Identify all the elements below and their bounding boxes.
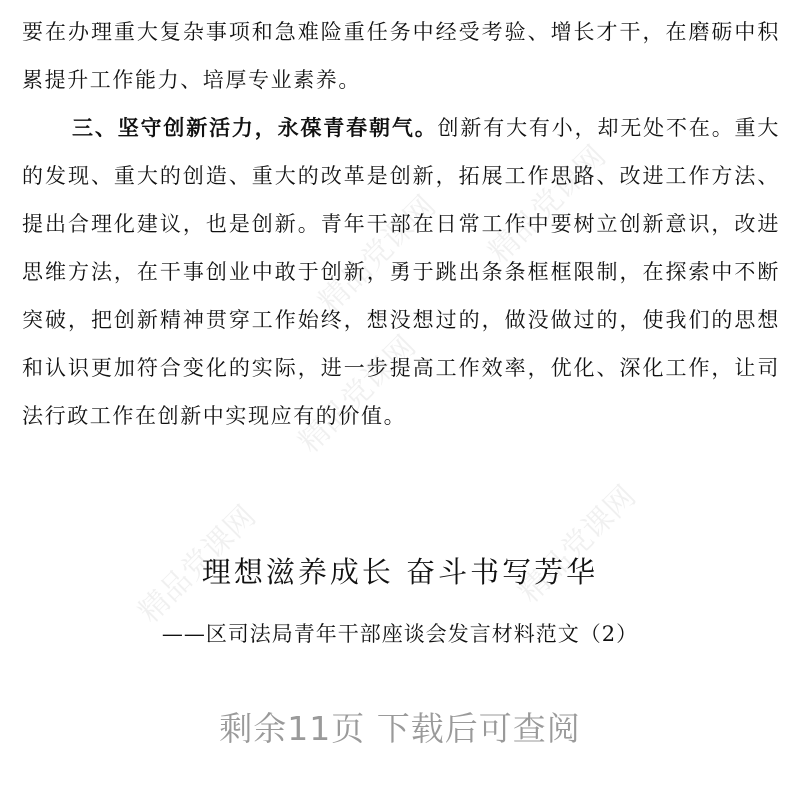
next-article-title: 理想滋养成长 奋斗书写芳华 — [201, 555, 599, 589]
section-heading-inline: 三、坚守创新活力，永葆青春朝气。 — [72, 115, 438, 140]
watermark: 精品党课网 — [292, 329, 423, 460]
next-article-subtitle: ——区司法局青年干部座谈会发言材料范文（2） — [161, 622, 639, 646]
paragraph-body: 创新有大有小，却无处不在。重大的发现、重大的创造、重大的改革是创新，拓展工作思路、改进工作方法、提出合理化建议，也是创新。青年干部在日常工作中要树立创新意识，改进思维方法，在干事创业中敢于创新，勇于跳出条条框框限制，在探索中不断突破，把创新精神贯穿工作始终，想没想过的，做没做过的，使我们的思想和认识更加符合变化的实际，进一步提高工作效率，优化、深化工作，让司法行政工作在创新中实现应有的价值。 — [22, 116, 780, 428]
remaining-pages-notice[interactable]: 剩余11页 下载后可查阅 — [219, 709, 581, 748]
paragraph-innovation — [22, 104, 780, 440]
watermark: 精品党课网 — [512, 479, 643, 610]
watermark: 精品党课网 — [132, 499, 263, 630]
watermark: 精品党课网 — [312, 189, 443, 320]
paragraph-continued: 要在办理重大复杂事项和急难险重任务中经受考验、增长才干，在磨砺中积累提升工作能力、培厚专业素养。 — [22, 20, 780, 92]
watermark: 精品党课网 — [482, 139, 613, 270]
